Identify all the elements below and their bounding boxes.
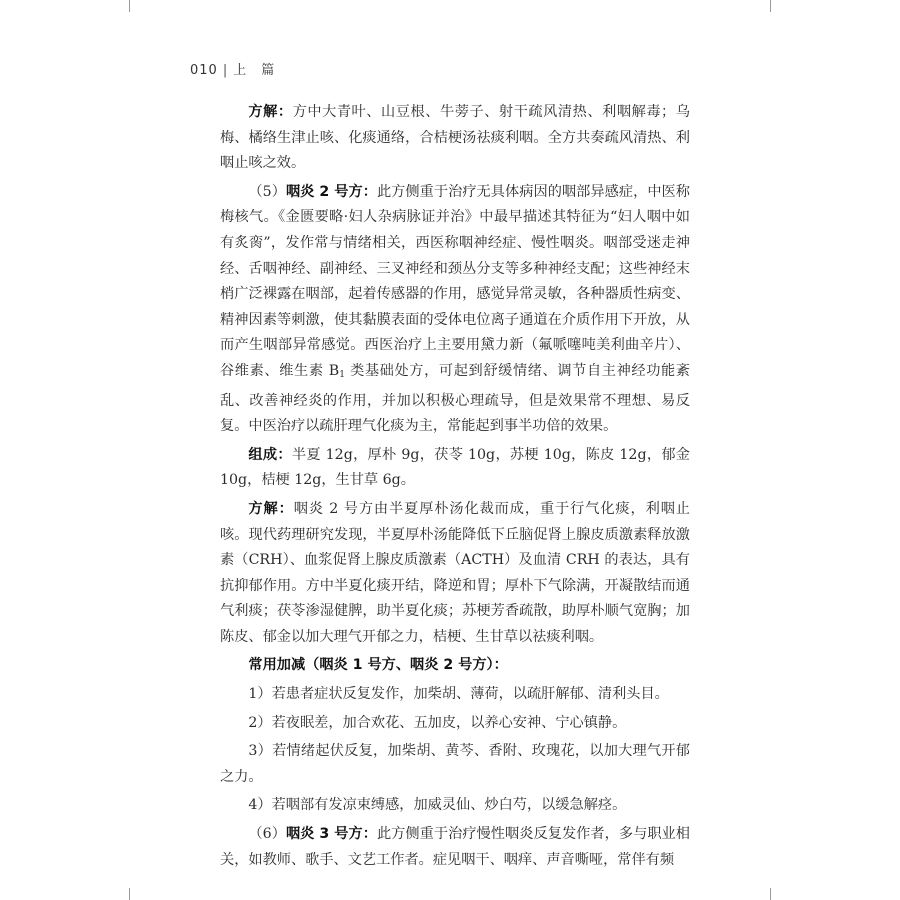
item-number: （6） (248, 826, 286, 843)
paragraph-yanyan-3 (220, 822, 690, 873)
section-title: 上 篇 (233, 63, 276, 78)
paragraph-text: 此方侧重于治疗无具体病因的咽部异感症，中医称梅核气。《金匮要略·妇人杂病脉证并治》中最早描述其特征为“妇人咽中如有炙脔”，发作常与情绪相关，西医称咽神经症、慢性咽炎。咽部受迷走神经、舌咽神经、副神经、三叉神经和颈丛分支等多种神经支配；这些神经末梢广泛裸露在咽部，起着传感器的作用，感觉异常灵敏，各种器质性病变、精神因素等刺激，使其黏膜表面的受体电位离子通道在介质作用下开放，从而产生咽部异常感觉。西医治疗上主要用黛力新（氟哌噻吨美利曲辛片）、谷维素、维生素 B (220, 183, 690, 379)
crop-mark (770, 0, 771, 12)
item-number: （5） (248, 183, 286, 200)
paragraph-text: 此方侧重于治疗慢性咽炎反复发作者，多与职业相关，如教师、歌手、文艺工作者。症见咽干、咽痒、声音嘶哑，常伴有频 (220, 826, 690, 868)
paragraph-yanyan-2 (220, 180, 690, 440)
header-separator: | (222, 63, 229, 78)
paragraph-text: 半夏 12g，厚朴 9g，茯苓 10g，苏梗 10g，陈皮 12g，郁金 10g，桔梗 12g，生甘草 6g。 (220, 446, 690, 489)
crop-mark (129, 888, 130, 900)
paragraph-text: 方中大青叶、山豆根、牛蒡子、射干疏风清热、利咽解毒；乌梅、橘络生津止咳、化痰通络，合桔梗汤祛痰利咽。全方共奏疏风清热、利咽止咳之效。 (220, 104, 690, 172)
page-body (220, 100, 690, 876)
paragraph-text-cont: 类基础处方，可起到舒缓情绪、调节自主神经功能紊乱、改善神经炎的作用，并加以积极心理疏导，但是效果常不理想、易反复。中医治疗以疏肝理气化痰为主，常能起到事半功倍的效果。 (220, 362, 690, 435)
running-header (190, 59, 275, 78)
label-colon: ： (362, 183, 377, 200)
paragraph-label: 咽炎 2 号方 (285, 183, 363, 200)
crop-mark (129, 0, 130, 12)
paragraph-label: 方解： (248, 500, 294, 517)
paragraph-label: 常用加减（咽炎 1 号方、咽炎 2 号方）： (248, 657, 508, 674)
list-item: 2）若夜眠差，加合欢花、五加皮，以养心安神、宁心镇静。 (248, 714, 627, 731)
paragraph-label: 咽炎 3 号方 (285, 826, 363, 843)
subscript: 1 (339, 369, 345, 380)
paragraph-fangjie-2 (220, 497, 690, 651)
paragraph-label: 方解： (248, 104, 293, 120)
list-item: 4）若咽部有发凉束缚感，加威灵仙、炒白芍，以缓急解痉。 (248, 797, 627, 814)
label-colon: ： (362, 826, 377, 843)
page-number: 010 (190, 63, 218, 78)
paragraph-text: 咽炎 2 号方由半夏厚朴汤化裁而成，重于行气化痰，利咽止咳。现代药理研究发现，半夏厚朴汤能降低下丘脑促肾上腺皮质激素释放激素（CRH）、血浆促肾上腺皮质激素（ACTH）及血清 CRH 的表达，具有抗抑郁作用。方中半夏化痰开结，降逆和胃；厚朴下气除满，开凝散结而通气利痰；茯苓渗湿健脾，助半夏化痰；苏梗芳香疏散，助厚朴顺气宽胸；加陈皮、郁金以加大理气开郁之力，桔梗、生甘草以祛痰利咽。 (220, 500, 690, 645)
paragraph-modifications-heading (220, 653, 690, 679)
crop-mark (770, 888, 771, 900)
paragraph-composition (220, 443, 690, 494)
list-item: 3）若情绪起伏反复，加柴胡、黄芩、香附、玫瑰花，以加大理气开郁之力。 (220, 743, 690, 785)
paragraph-label: 组成： (248, 446, 292, 463)
list-item: 1）若患者症状反复发作，加柴胡、薄荷，以疏肝解郁、清利头目。 (248, 686, 669, 703)
paragraph-fangjie-1 (220, 100, 690, 177)
